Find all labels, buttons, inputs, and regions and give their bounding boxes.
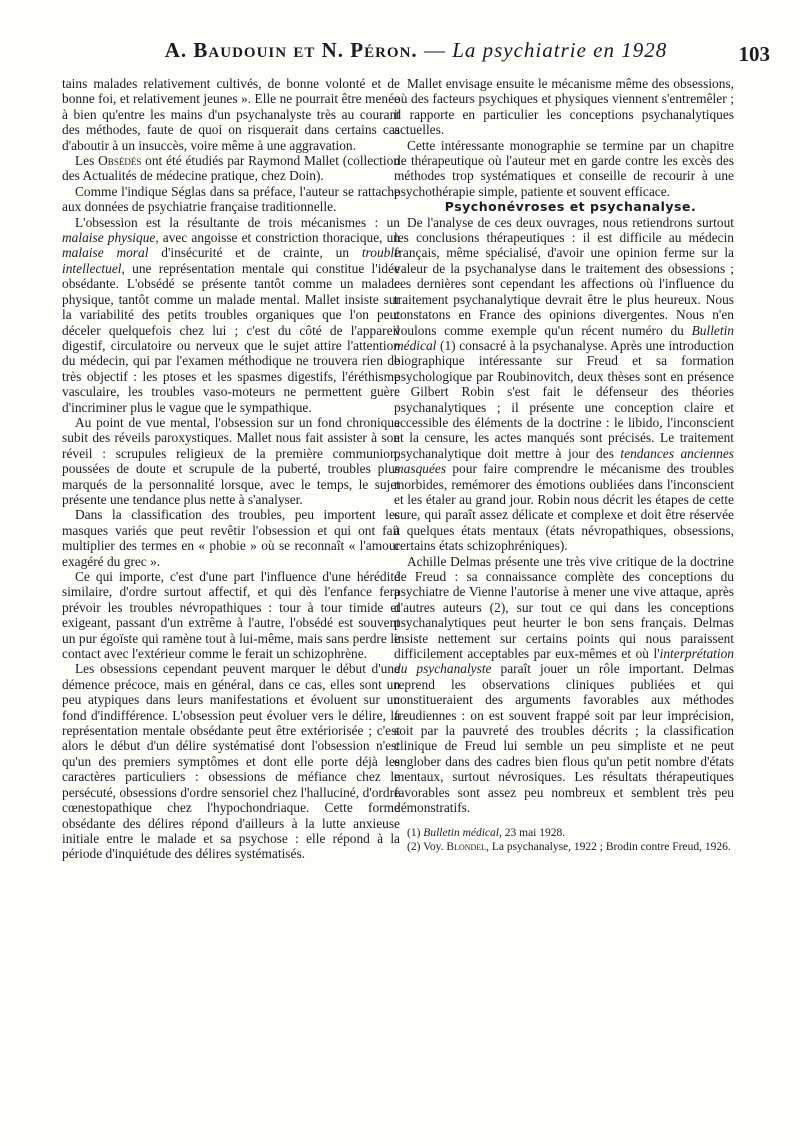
text-run: (1) consacré à la psychanalyse. Après une introduction biographique intéressante sur Freud et sa formation psychologique par Roubinovitch, deux thèses sont en présence : Gilbert Robin s'est fait le défenseur des théories psychanalytiques ; il présente une conception claire et accessible des éléments de la doctrine : le libido, l'inconscient et la censure, les actes manqués sont précisés. Le traitement psychanalytique doit mettre à jour des (394, 337, 734, 461)
paragraph: Cette intéressante monographie se termine par un chapitre de thérapeutique où l'auteur met en garde contre les excès des méthodes trop systématiques et conseille de recourir à une psychothérapie simple, patiente et souvent efficace. (394, 137, 734, 199)
paragraph (62, 215, 400, 415)
text-run: Achille Delmas présente une très vive critique de la doctrine de Freud : sa connaissance complète des conceptions du psychiatre de Vienne l'autorise à mener une vive attaque, après d'autres auteurs (2), sur tout ce qui dans les conceptions psychanalytiques peut heurter le bon sens français. Delmas insiste nettement sur certains points qui nous paraissent difficilement acceptables par eux-mêmes et où l' (394, 553, 734, 662)
italic-term: Bulletin médical (394, 322, 734, 353)
section-title: Psychonévroses et psychanalyse. (444, 199, 697, 215)
italic-term: Bulletin médical (423, 826, 499, 839)
text-run: , La psychanalyse, 1922 ; Brodin contre Freud, 1926. (486, 840, 731, 853)
text-run: ont été étudiés par Raymond Mallet (collection des Actualités de médecine pratique, chez Doin). (62, 153, 400, 184)
header-title: La psychiatrie en 1928 (452, 38, 668, 62)
footnotes (394, 826, 734, 854)
text-run: paraît jouer un rôle important. Delmas reprend les observations cliniques publiées et qui constitueraient des arguments favorables aux méthodes freudiennes : on est souvent frappé soit par leur imprécision, soit par la pauvreté des troubles décrits ; la classification clinique de Freud lui semble un peu simpliste et ne peut englober dans des cadres bien flous qu'un petit nombre d'états mentaux, surtout névrosiques. Les résultats thérapeutiques favorables sont assez peu nombreux et semblent très peu démonstratifs. (394, 661, 734, 816)
paragraph: Au point de vue mental, l'obsession sur un fond chronique subit des réveils paroxystiques. Mallet nous fait assister à son réveil : scrupules religieux de la première communion, poussées de doute et scrupule de la puberté, troubles plus marqués de la personnalité lorsque, avec le temps, le sujet présente une tendance plus nette à s'analyser. (62, 414, 400, 507)
header-separator: — (417, 38, 453, 62)
italic-term: trouble intellectuel (62, 245, 401, 276)
paragraph: Dans la classification des troubles, peu importent les masques variés que peut revêtir l'obsession et qui ont fait multiplier des termes en « phobie » où se reconnaît « l'amour exagéré du grec ». (62, 507, 400, 569)
right-column (394, 76, 734, 854)
paragraph (62, 153, 400, 184)
text-run: Les (75, 153, 99, 169)
text-run: , 23 mai 1928. (499, 826, 566, 839)
text-run: L'obsession est la résultante de trois mécanismes : un (75, 214, 400, 230)
italic-term: malaise moral (62, 245, 149, 261)
text-run: d'insécurité et de crainte, un (148, 245, 362, 261)
paragraph: Comme l'indique Séglas dans sa préface, l'auteur se rattache aux données de psychiatrie française traditionnelle. (62, 183, 400, 215)
text-run: (1) (407, 826, 424, 839)
paragraph: Les obsessions cependant peuvent marquer le début d'une démence précoce, mais en général, dans ce cas, elles sont un peu atypiques dans leurs manifestations et évoluent sur un fond d'indifférence. L'obsession peut évoluer vers le délire, la représentation mentale obsédante peut être extériorisée ; c'est alors le début d'un délire systématisé dont l'obsession n'est qu'un des premiers symptômes et dont elle porte déjà les caractères particuliers : obsessions de méfiance chez le persécuté, obsessions d'ordre sensoriel chez l'halluciné, d'ordre cœnestopathique chez l'hypochondriaque. Cette forme obsédante des délires répond d'ailleurs à la lutte anxieuse initiale entre le malade et sa psychose : elle répond à la période d'inquiétude des délires systématisés. (62, 661, 400, 862)
text-run: , avec angoisse et constriction thoracique, un (155, 230, 400, 246)
running-head (165, 38, 668, 63)
footnote-2 (394, 840, 734, 854)
header-authors: A. Baudouin et N. Péron. (164, 38, 418, 62)
paragraph: Mallet envisage ensuite le mécanisme même des obsessions, où des facteurs psychiques et physiques viennent s'entremêler ; il rapporte en particulier les conceptions psychanalytiques actuelles. (394, 76, 734, 138)
text-run: pour faire comprendre le mécanisme des troubles morbides, remémorer des émotions oubliées dans l'inconscient et les étaler au grand jour. Robin nous décrit les étapes de cette cure, qui paraît assez délicate et complexe et doit être réservée à quelques états mentaux (états névropathiques, obsessions, certains états schizophréniques). (394, 461, 734, 554)
running-header (62, 38, 770, 74)
italic-term: interprétation du psychanalyste (394, 646, 734, 677)
left-column (62, 76, 400, 862)
footnote-1 (394, 826, 734, 840)
text-run: , une représentation mentale qui constitue l'idée obsédante. L'obsédé se présente tantôt comme un malade physique, tantôt comme un malade mental. Mallet insiste sur la variabilité des petits troubles organiques que l'on peut déceler quelquefois chez lui ; c'est du côté de l'appareil digestif, circulatoire ou nerveux que le sujet attire l'attention du médecin, qui par l'examen méthodique ne trouvera rien de très objectif : les ptoses et les spasmes digestifs, l'éréthisme vasculaire, les troubles vaso-moteurs ne permettent guère d'incriminer plus le vague que le sympathique. (62, 260, 400, 415)
italic-term: malaise physique (62, 230, 156, 246)
paragraph: tains malades relativement cultivés, de bonne volonté et de bonne foi, et relativement jeunes ». Elle ne pourrait être menée à bien qu'entre les mains d'un psychanalyste très au courant des méthodes, faute de quoi on risquerait dans certains cas d'aboutir à un insuccès, voire même à une aggravation. (62, 76, 400, 153)
page-number: 103 (738, 42, 770, 66)
small-caps-term: Blondel (446, 840, 487, 853)
text-run: De l'analyse de ces deux ouvrages, nous retiendrons surtout les conclusions thérapeutiques : il est difficile au médecin français, même spécialisé, d'avoir une opinion ferme sur la valeur de la psychanalyse dans le traitement des obsessions ; ces dernières sont cependant les affections où l'influence du traitement psychanalytique devrait être le plus heureux. Nous constatons en France des opinions divergentes. Nous n'en voulons comme exemple qu'un récent numéro du (394, 214, 734, 338)
paragraph: Ce qui importe, c'est d'une part l'influence d'une hérédité similaire, d'ordre surtout affectif, et qui dès l'enfance fera prévoir les troubles névropathiques : tour à tour timide et exigeant, passant d'un extrême à l'autre, l'obsédé est souvent un pur égoïste qui ramène tout à lui-même, mais sans perdre le contact avec l'extérieur comme le ferait un schizophrène. (62, 569, 400, 662)
small-caps-term: Obsédés (98, 153, 142, 169)
text-run: (2) Voy. (407, 840, 447, 853)
paragraph (394, 554, 734, 816)
paragraph (394, 215, 734, 554)
italic-term: tendances anciennes masquées (394, 445, 735, 477)
